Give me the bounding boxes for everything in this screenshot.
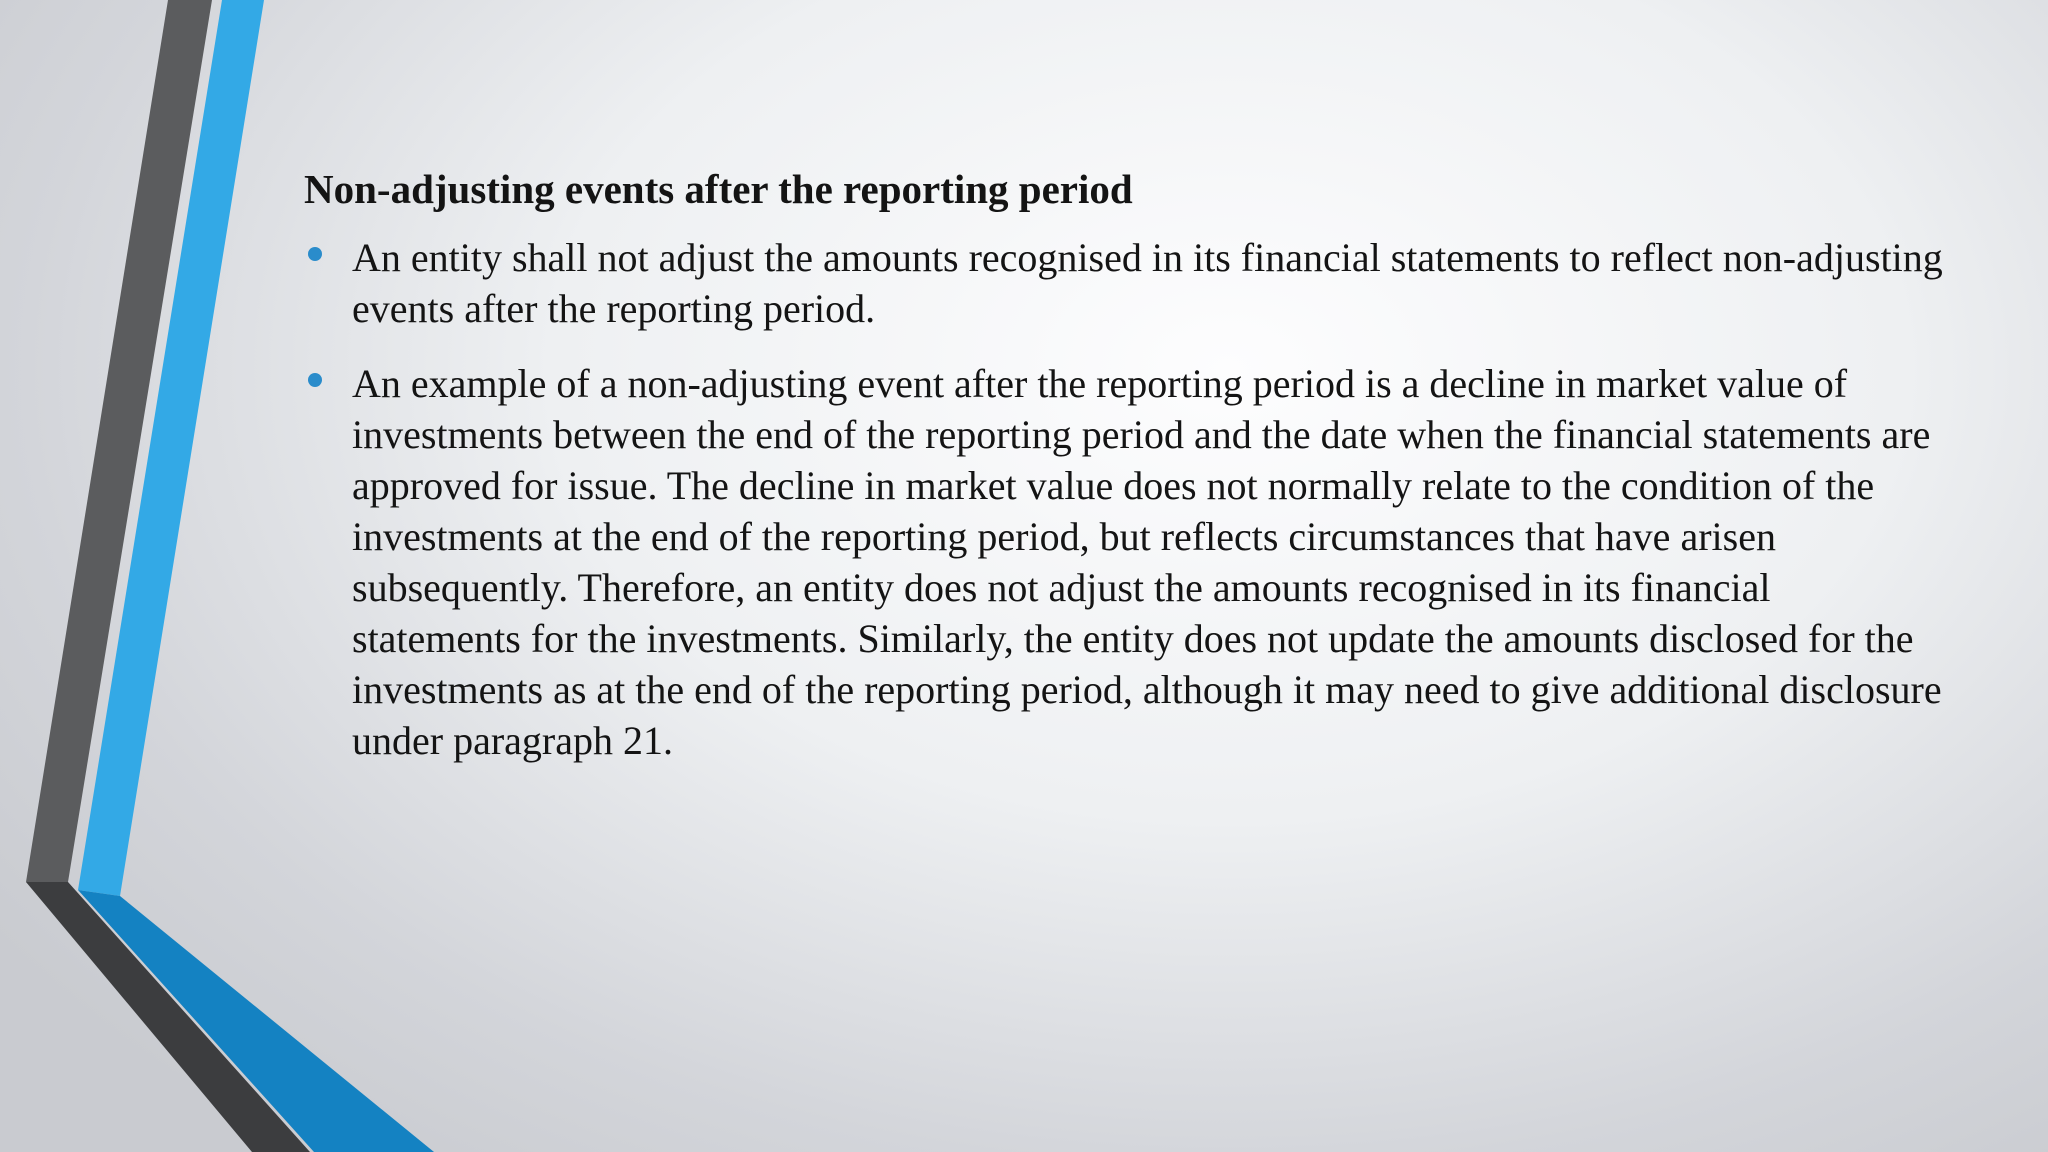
slide-title: Non-adjusting events after the reporting period — [304, 166, 1133, 212]
bullet-list — [304, 232, 1944, 766]
bullet-dot-icon — [308, 373, 322, 387]
bullet-item — [304, 358, 1944, 766]
slide-content — [304, 162, 1944, 790]
bullet-item — [304, 232, 1944, 334]
bullet-dot-icon — [308, 247, 322, 261]
bullet-text: An example of a non-adjusting event after the reporting period is a decline in market value of investments between the end of the reporting period and the date when the financial statements are approved for issue. The decline in market value does not normally relate to the condition of the investments at the end of the reporting period, but reflects circumstances that have arisen subsequently. Therefore, an entity does not adjust the amounts recognised in its financial statements for the investments. Similarly, the entity does not update the amounts disclosed for the investments as at the end of the reporting period, although it may need to give additional disclosure under paragraph 21. — [352, 361, 1942, 763]
bullet-text: An entity shall not adjust the amounts recognised in its financial statements to reflect non-adjusting events after the reporting period. — [352, 235, 1943, 331]
